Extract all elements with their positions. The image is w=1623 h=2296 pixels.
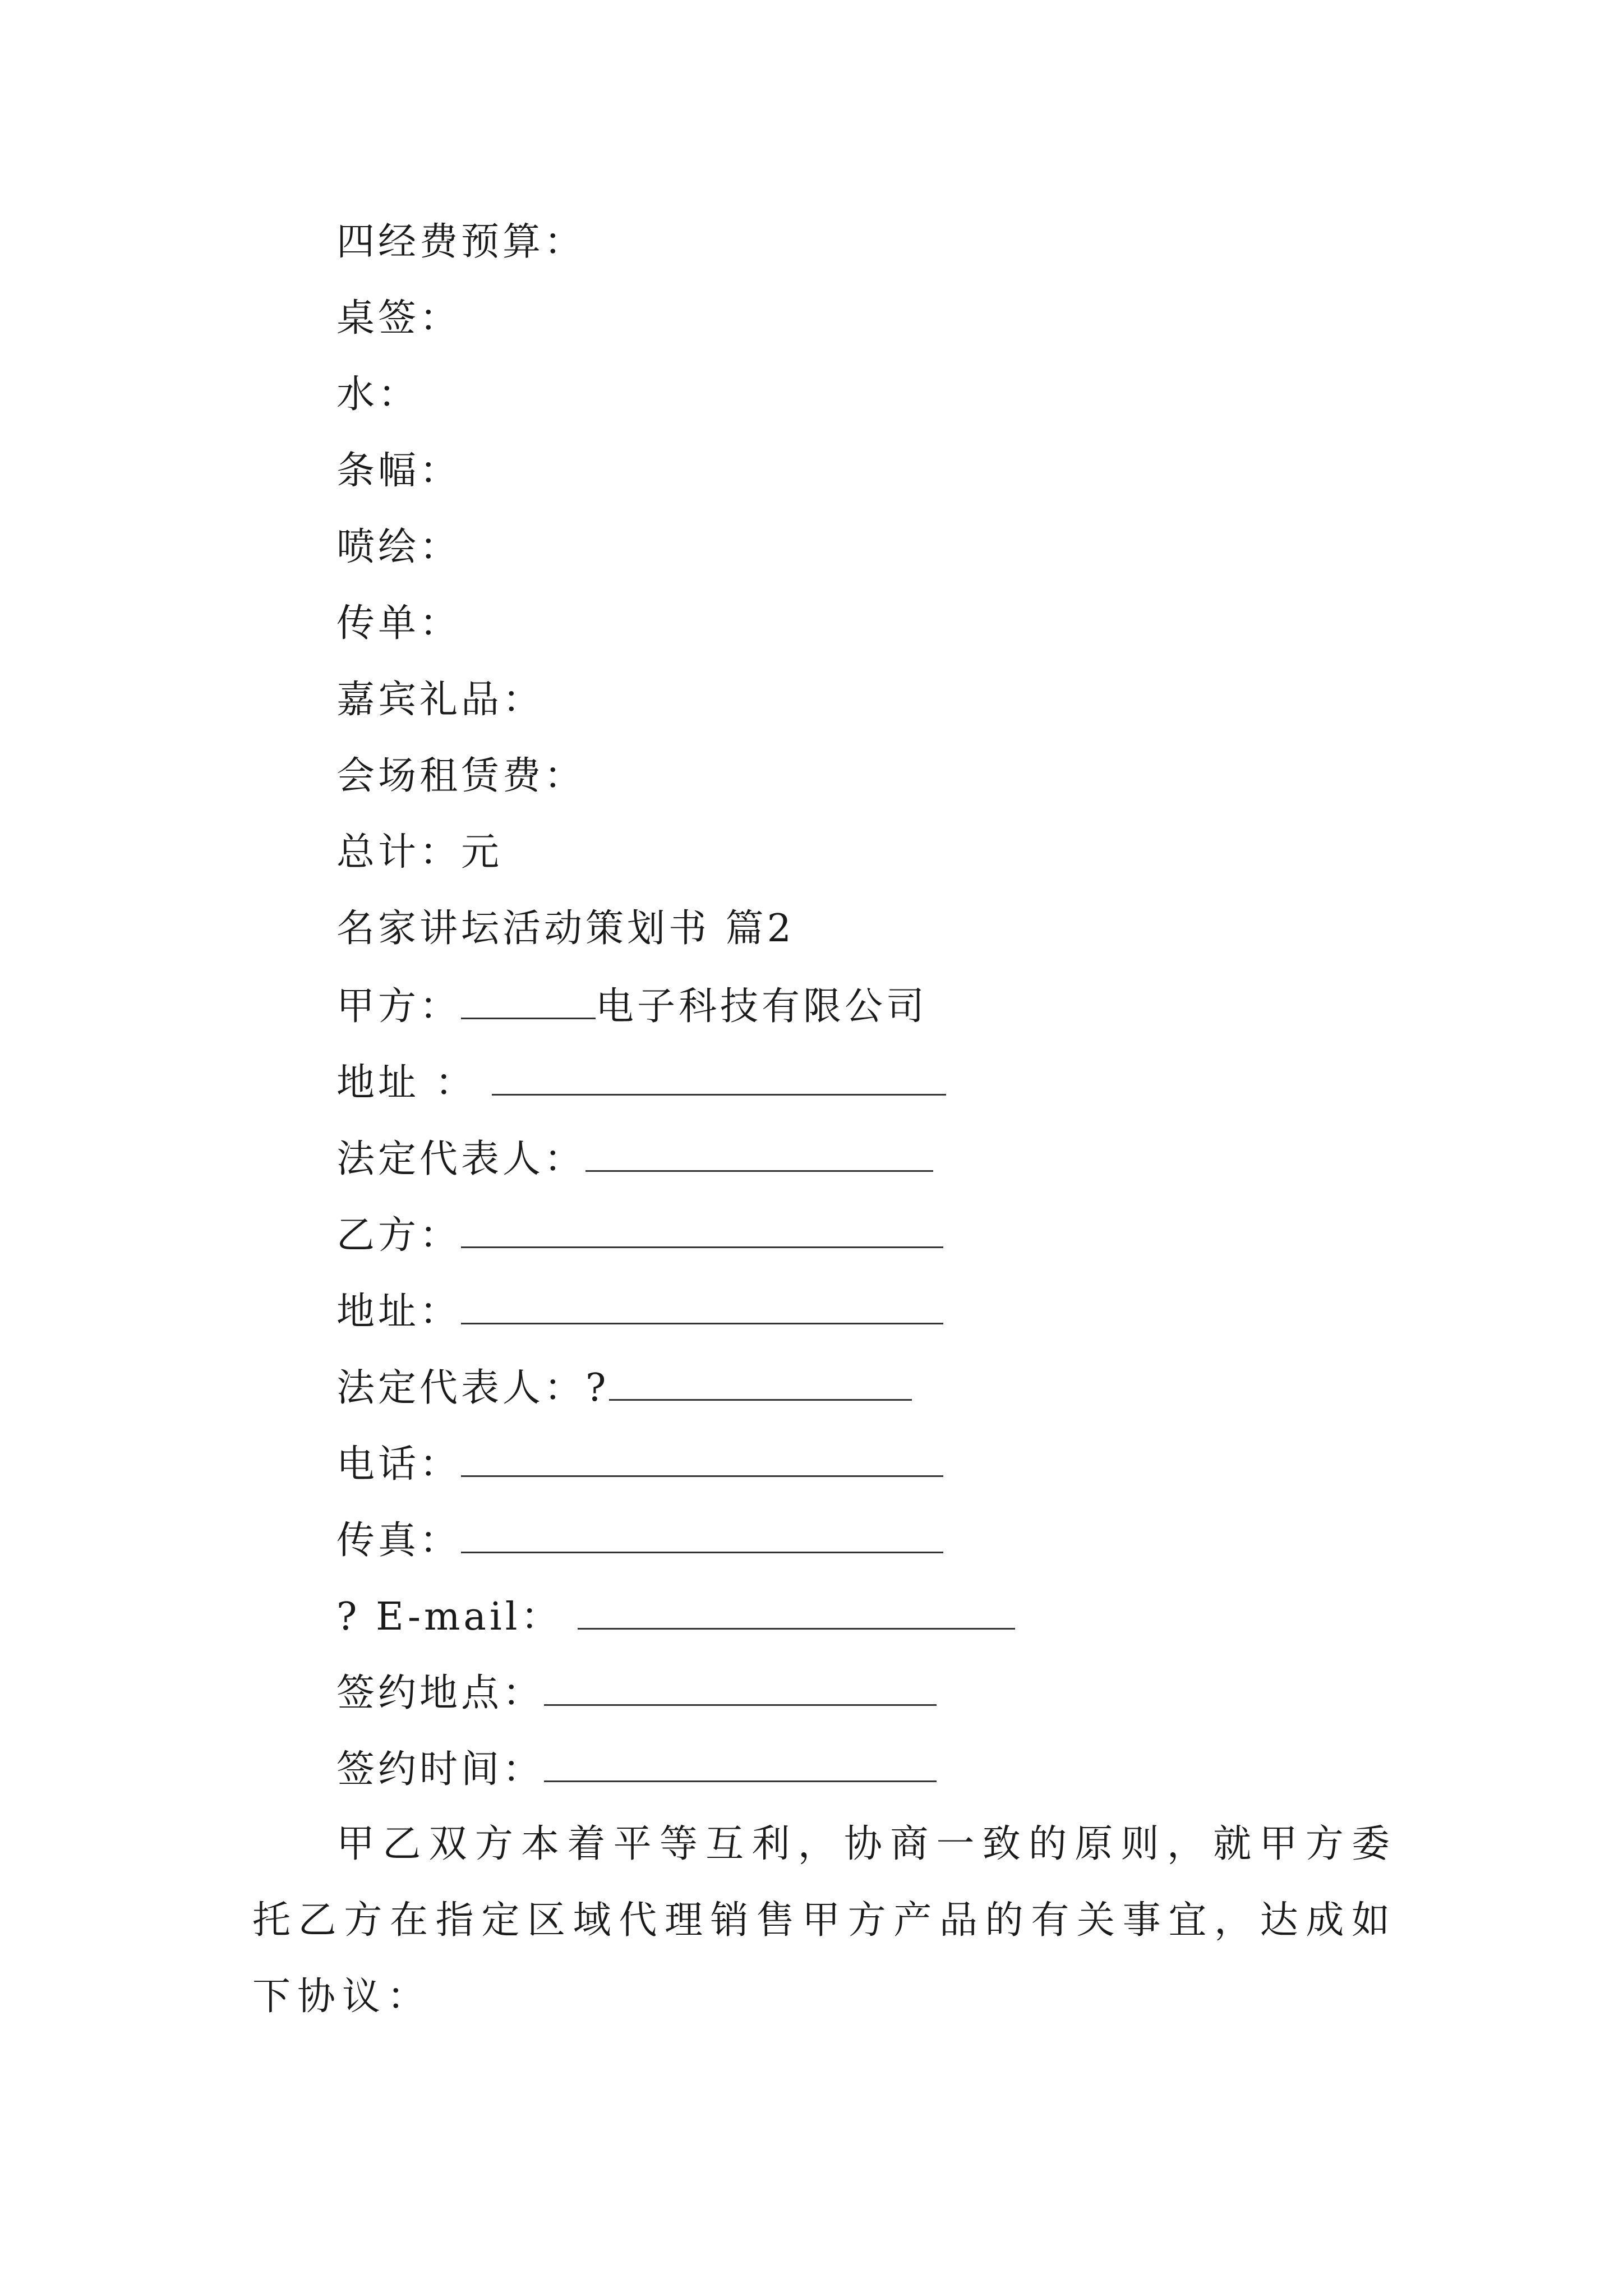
email-field: ? E-mail： — [336, 1593, 1015, 1640]
signing-time-blank — [544, 1746, 937, 1782]
party-b-legal-rep-blank — [609, 1364, 912, 1401]
agreement-paragraph: 甲乙双方本着平等互利，协商一致的原则，就甲方委托乙方在指定区域代理销售甲方产品的有关事宜，达成如下协议： — [252, 1822, 1396, 2019]
party-b-blank — [461, 1212, 943, 1248]
budget-heading: 四经费预算： — [336, 220, 586, 264]
party-a-field: 甲方： 电子科技有限公司 — [336, 983, 928, 1029]
party-a-legal-rep-field: 法定代表人： — [336, 1135, 933, 1182]
section-title: 名家讲坛活动策划书 篇2 — [336, 907, 795, 951]
item-flyer: 传单： — [336, 601, 462, 646]
phone-blank — [461, 1441, 943, 1477]
party-a-address-blank — [492, 1059, 946, 1096]
signing-place-blank — [544, 1669, 937, 1706]
party-b-field: 乙方： — [336, 1212, 943, 1258]
party-a-blank — [461, 983, 596, 1019]
party-b-address-field: 地址： — [336, 1288, 943, 1335]
item-water: 水： — [336, 372, 420, 417]
item-guest-gift: 嘉宾礼品： — [336, 678, 545, 722]
party-a-legal-rep-blank — [585, 1135, 933, 1172]
item-venue-rent: 会场租赁费： — [336, 754, 586, 798]
signing-time-field: 签约时间： — [336, 1746, 937, 1792]
item-banner: 条幅： — [336, 449, 462, 493]
item-inkjet: 喷绘： — [336, 525, 462, 569]
item-table-sign: 桌签： — [336, 296, 462, 341]
party-b-address-blank — [461, 1288, 943, 1324]
fax-blank — [461, 1517, 943, 1553]
party-b-legal-rep-field: 法定代表人：? — [336, 1364, 912, 1411]
item-total: 总计：元 — [336, 830, 503, 875]
signing-place-field: 签约地点： — [336, 1669, 937, 1716]
email-blank — [578, 1593, 1015, 1630]
party-a-address-field: 地址 ： — [336, 1059, 946, 1106]
phone-field: 电话： — [336, 1441, 943, 1487]
fax-field: 传真： — [336, 1517, 943, 1563]
